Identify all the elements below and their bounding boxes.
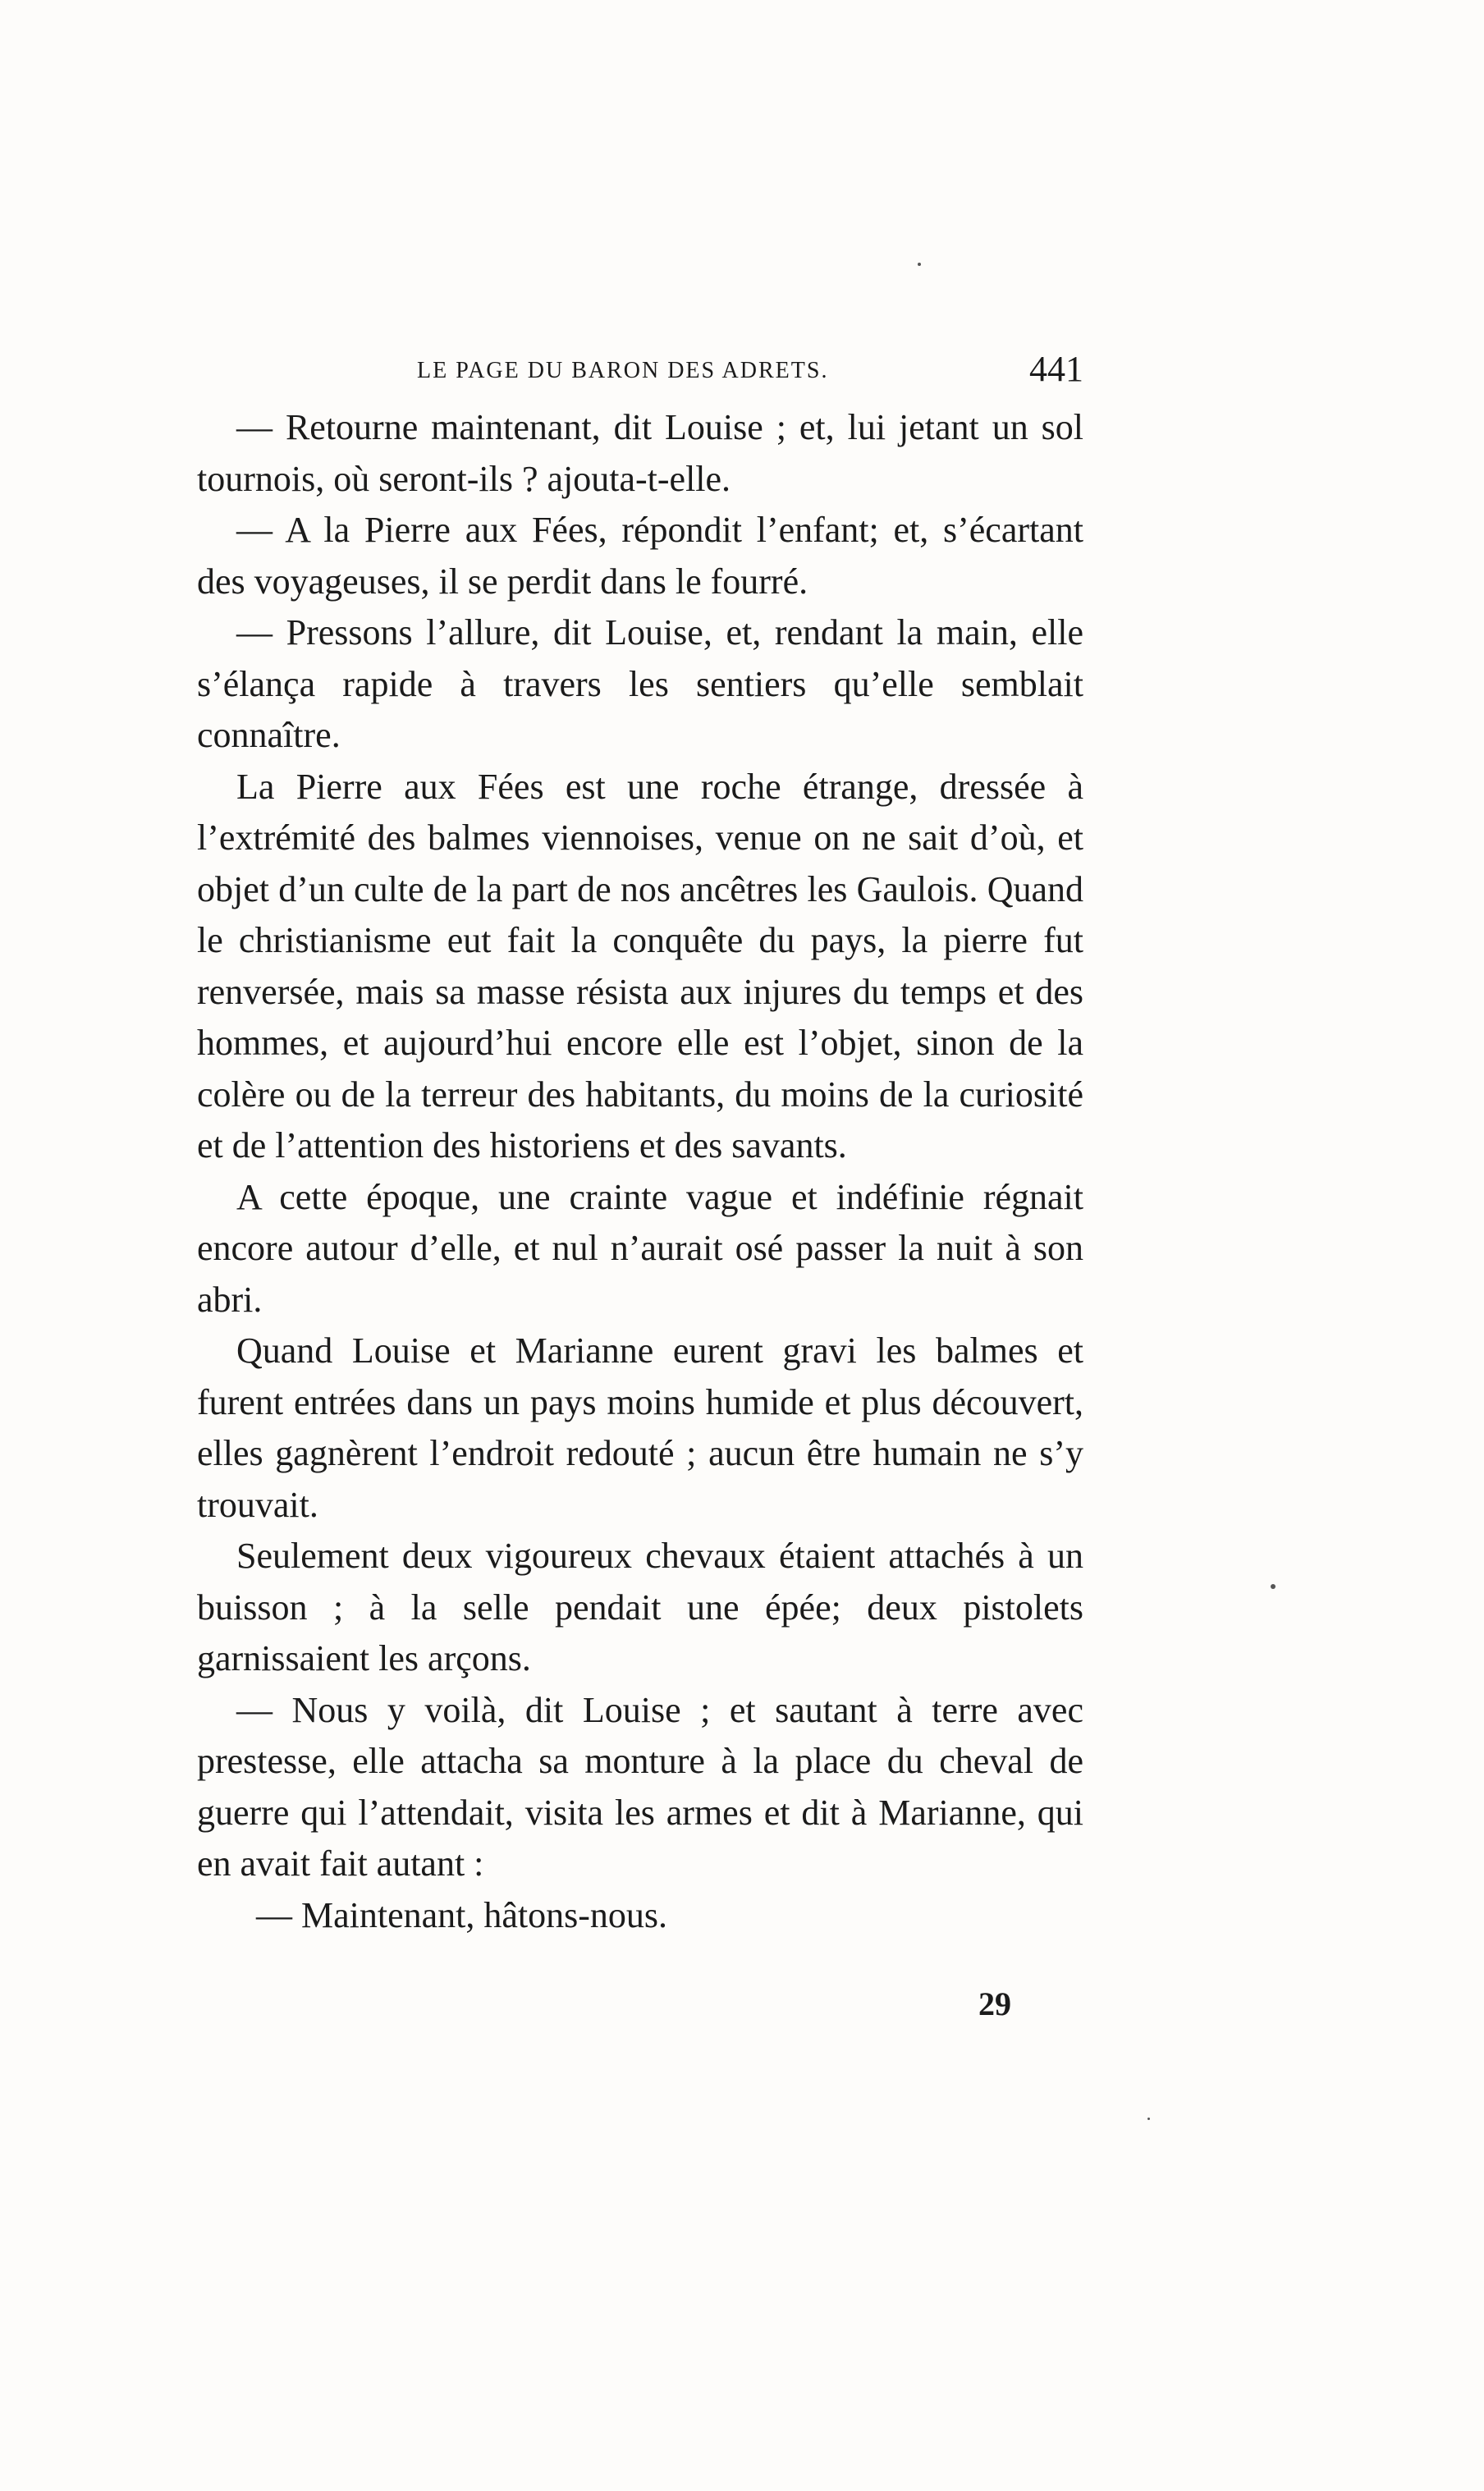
ink-speck [1147,2118,1150,2120]
ink-speck [918,263,921,266]
paragraph: Seulement deux vigoureux chevaux étaient attachés à un buisson ; à la selle pendait une épée; deux pistolets garnissaient les arçons. [197,1536,1083,1678]
page-number: 441 [1029,349,1083,389]
running-head [197,348,1083,397]
paragraph: Quand Louise et Marianne eurent gravi les balmes et furent entrées dans un pays moins humide et plus découvert, elles gagnèrent l’endroit redouté ; aucun être humain ne s’y trouvait. [197,1330,1083,1525]
paragraph: A cette époque, une crainte vague et indéfinie régnait encore autour d’elle, et nul n’aurait osé passer la nuit à son abri. [197,1176,1083,1320]
paragraph: — Retourne maintenant, dit Louise ; et, lui jetant un sol tournois, où seront-ils ? ajouta-t-elle. [197,407,1083,499]
body-text [197,402,1083,1941]
paragraph: — Nous y voilà, dit Louise ; et sautant à terre avec prestesse, elle attacha sa monture à la place du cheval de guerre qui l’attendait, visita les armes et dit à Marianne, qui en avait fait autant : [197,1689,1083,1884]
signature-mark: 29 [978,1985,1011,2022]
ink-speck [1271,1584,1276,1589]
paragraph: La Pierre aux Fées est une roche étrange, dressée à l’extrémité des balmes viennoises, venue on ne sait d’où, et objet d’un culte de la part de nos ancêtres les Gaulois. Quand le christianisme eut fait la conquête du pays, la pierre fut renversée, mais sa masse résista aux injures du temps et des hommes, et aujourd’hui encore elle est l’objet, sinon de la colère ou de la terreur des habitants, du moins de la curiosité et de l’attention des historiens et des savants. [197,766,1083,1165]
paragraph: — A la Pierre aux Fées, répondit l’enfant; et, s’écartant des voyageuses, il se perdit dans le fourré. [197,510,1083,602]
paragraph: — Maintenant, hâtons-nous. [256,1894,668,1935]
paragraph: — Pressons l’allure, dit Louise, et, rendant la main, elle s’élança rapide à travers les sentiers qu’elle semblait connaître. [197,612,1083,755]
running-title: LE PAGE DU BARON DES ADRETS. [417,358,829,383]
